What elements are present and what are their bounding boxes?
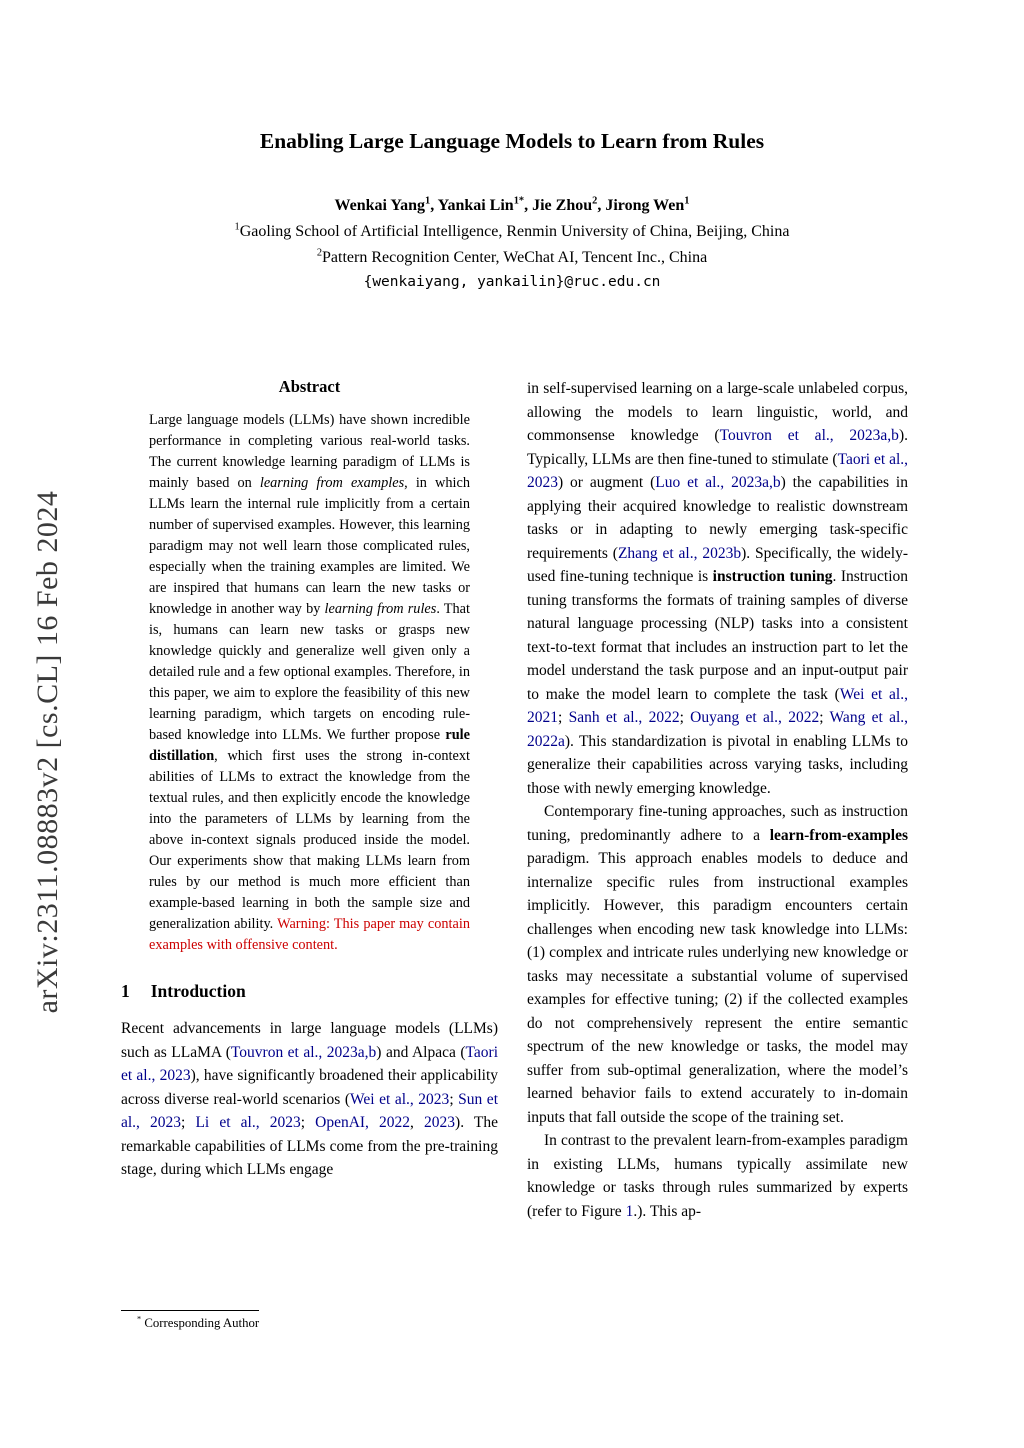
section-title: Introduction <box>150 981 246 1001</box>
text-segment: 1 <box>684 195 690 207</box>
left-column <box>121 377 498 1182</box>
text-segment: , which first uses the strong in-context abilities of LLMs to extract the knowledge from the textual rules, and then explicitly encode the knowledge into the parameters of LLMs by learning from the above in-context signals produced inside the model. Our experiments show that making LLMs learn from rules by our method is much more efficient than example-based learning in both the sample size and generalization ability. <box>149 748 470 932</box>
text-segment: Warning: This paper may contain examples with offensive content. <box>149 916 470 953</box>
text-segment: ). Specifically, the widely-used fine-tuning technique is <box>527 544 908 585</box>
citation-link[interactable]: OpenAI, 2022 <box>315 1114 411 1131</box>
citation-link[interactable]: 2023 <box>424 1114 456 1131</box>
citation-link[interactable]: Zhang et al., 2023b <box>617 544 742 562</box>
text-segment: learning from examples <box>259 475 405 491</box>
citation-link[interactable]: Sun et al., 2023 <box>121 1090 498 1131</box>
text-segment: 1 <box>425 195 431 207</box>
text-segment: , <box>524 197 533 214</box>
affiliation-1 <box>0 219 1024 245</box>
citation-link[interactable]: Taori et al., 2023 <box>121 1043 498 1084</box>
abstract-text <box>149 410 470 956</box>
text-segment: Jie Zhou <box>532 197 593 214</box>
text-segment: ; <box>819 709 830 726</box>
citation-link[interactable]: Li et al., 2023 <box>195 1114 301 1131</box>
text-segment: , <box>430 197 438 214</box>
text-segment: ; <box>558 709 569 726</box>
text-segment: ). The remarkable capabilities of LLMs come from the pre-training stage, during which LLMs engage <box>121 1114 498 1178</box>
footnote-corresponding-author <box>121 1316 498 1331</box>
text-segment: 2 <box>592 195 598 207</box>
footnote-area <box>121 1310 498 1331</box>
text-segment: . That is, humans can learn new tasks or grasps new knowledge quickly and generalize well given only a detailed rule and a few optional examples. Therefore, in this paper, we aim to explore the feasibility of this new learning paradigm, which targets on encoding rule-based knowledge into LLMs. We further propose <box>149 601 470 743</box>
footnote-rule <box>121 1310 259 1311</box>
intro-paragraph-1 <box>121 1017 498 1182</box>
citation-link[interactable]: Wei et al., 2023 <box>350 1090 450 1108</box>
text-segment: Gaoling School of Artificial Intelligence, Renmin University of China, Beijing, China <box>239 223 790 240</box>
text-segment: Jirong Wen <box>605 197 685 214</box>
text-segment: ; <box>449 1090 459 1108</box>
citation-link[interactable]: Sanh et al., 2022 <box>568 709 680 726</box>
email-line: {wenkaiyang, yankailin}@ruc.edu.cn <box>363 274 661 290</box>
section-heading-introduction <box>121 981 498 1002</box>
text-segment: Yankai Lin <box>437 197 514 214</box>
text-segment: ) the capabilities in applying their acquired knowledge to realistic downstream tasks or in adapting to newly emerging task-specific requirements ( <box>527 474 908 562</box>
text-segment: ; <box>679 709 691 726</box>
text-segment: Contemporary fine-tuning approaches, such as instruction tuning, predominantly adhere to a <box>527 803 908 844</box>
text-segment: ; <box>181 1114 196 1131</box>
text-segment: , in which LLMs learn the internal rule implicitly from a certain number of supervised examples. However, this learning paradigm may not well learn those complicated rules, especially when the training examples are limited. We are inspired that humans can learn the new tasks or knowledge in another way by <box>149 475 470 617</box>
arxiv-watermark: arXiv:2311.08883v2 [cs.CL] 16 Feb 2024 <box>31 490 64 1014</box>
paper-header <box>0 129 1024 290</box>
text-segment: ) and Alpaca ( <box>376 1043 466 1061</box>
text-segment: 1* <box>513 195 525 207</box>
abstract-heading: Abstract <box>278 377 341 396</box>
citation-link[interactable]: Luo et al., 2023a,b <box>655 474 781 491</box>
paper-title: Enabling Large Language Models to Learn from Rules <box>259 129 765 153</box>
section-number: 1 <box>121 981 130 1001</box>
text-segment: paradigm. This approach enables models to deduce and internalize specific rules from instructional examples implicitly. However, this paradigm encounters certain challenges when encoding new task knowledge into LLMs: (1) complex and intricate rules underlying new knowledge or tasks may necessitate a substantial volume of supervised examples for effective tuning; (2) if the collected examples do not comprehensively represent the entire semantic spectrum of the new knowledge or tasks, the model may suffer from sub-optimal generalization, where the model’s learned behavior fails to extend accurately to in-domain inputs that fall outside the scope of the training set. <box>527 850 908 1126</box>
text-segment: ). This standardization is pivotal in enabling LLMs to generalize their capabilities across varying tasks, including those with newly emerging knowledge. <box>527 732 908 797</box>
intro-paragraph-3 <box>527 800 908 1129</box>
citation-link[interactable]: Ouyang et al., 2022 <box>690 709 820 726</box>
intro-paragraph-4 <box>527 1129 908 1223</box>
text-segment: ) or augment ( <box>558 474 656 491</box>
citation-link[interactable]: Touvron et al., 2023a,b <box>719 427 899 444</box>
text-segment: . Instruction tuning transforms the formats of training samples of diverse natural language processing (NLP) tasks into a consistent text-to-text format that includes an instruction part to let the model understand the task purpose and an input-output pair to make the model learn to complete the task ( <box>527 568 909 703</box>
text-segment: in self-supervised learning on a large-scale unlabeled corpus, allowing the models to learn linguistic, world, and commonsense knowledge ( <box>527 380 908 444</box>
text-segment: ; <box>300 1114 316 1131</box>
intro-paragraph-2 <box>527 377 908 800</box>
text-segment: In contrast to the prevalent learn-from-examples paradigm in existing LLMs, humans typically assimilate new knowledge or tasks through rules summarized by experts (refer to Figure <box>527 1132 908 1220</box>
text-segment: Recent advancements in large language models (LLMs) such as LLaMA ( <box>121 1020 498 1061</box>
text-segment: , <box>597 197 606 214</box>
text-segment: 1 <box>234 221 240 233</box>
text-segment: ), have significantly broadened their applicability across diverse real-world scenarios ( <box>121 1067 499 1108</box>
citation-link[interactable]: Wang et al., 2022a <box>527 709 909 750</box>
citation-link[interactable]: 1 <box>625 1202 634 1220</box>
citation-link[interactable]: Taori et al., 2023 <box>527 450 909 491</box>
text-segment: Large language models (LLMs) have shown incredible performance in completing various real-world tasks. The current knowledge learning paradigm of LLMs is mainly based on <box>149 412 470 491</box>
text-segment: 2 <box>316 247 323 259</box>
text-segment: Corresponding Author <box>141 1316 260 1330</box>
text-segment: learn-from-examples <box>769 826 908 844</box>
authors-line <box>0 197 1024 215</box>
text-segment: instruction tuning <box>712 568 833 585</box>
text-segment: Wenkai Yang <box>334 197 426 214</box>
citation-link[interactable]: Touvron et al., 2023a,b <box>230 1043 377 1061</box>
text-segment: ). Typically, LLMs are then fine-tuned to stimulate ( <box>527 427 908 468</box>
text-segment: .). This ap- <box>633 1202 702 1220</box>
citation-link[interactable]: Wei et al., 2021 <box>527 685 908 726</box>
affiliation-2 <box>0 245 1024 271</box>
text-segment: , <box>410 1114 425 1131</box>
text-segment: rule distillation <box>149 727 470 764</box>
text-segment: learning from rules <box>324 601 437 617</box>
text-segment: * <box>137 1314 142 1324</box>
right-column <box>527 377 908 1223</box>
text-segment: Pattern Recognition Center, WeChat AI, Tencent Inc., China <box>322 249 708 266</box>
